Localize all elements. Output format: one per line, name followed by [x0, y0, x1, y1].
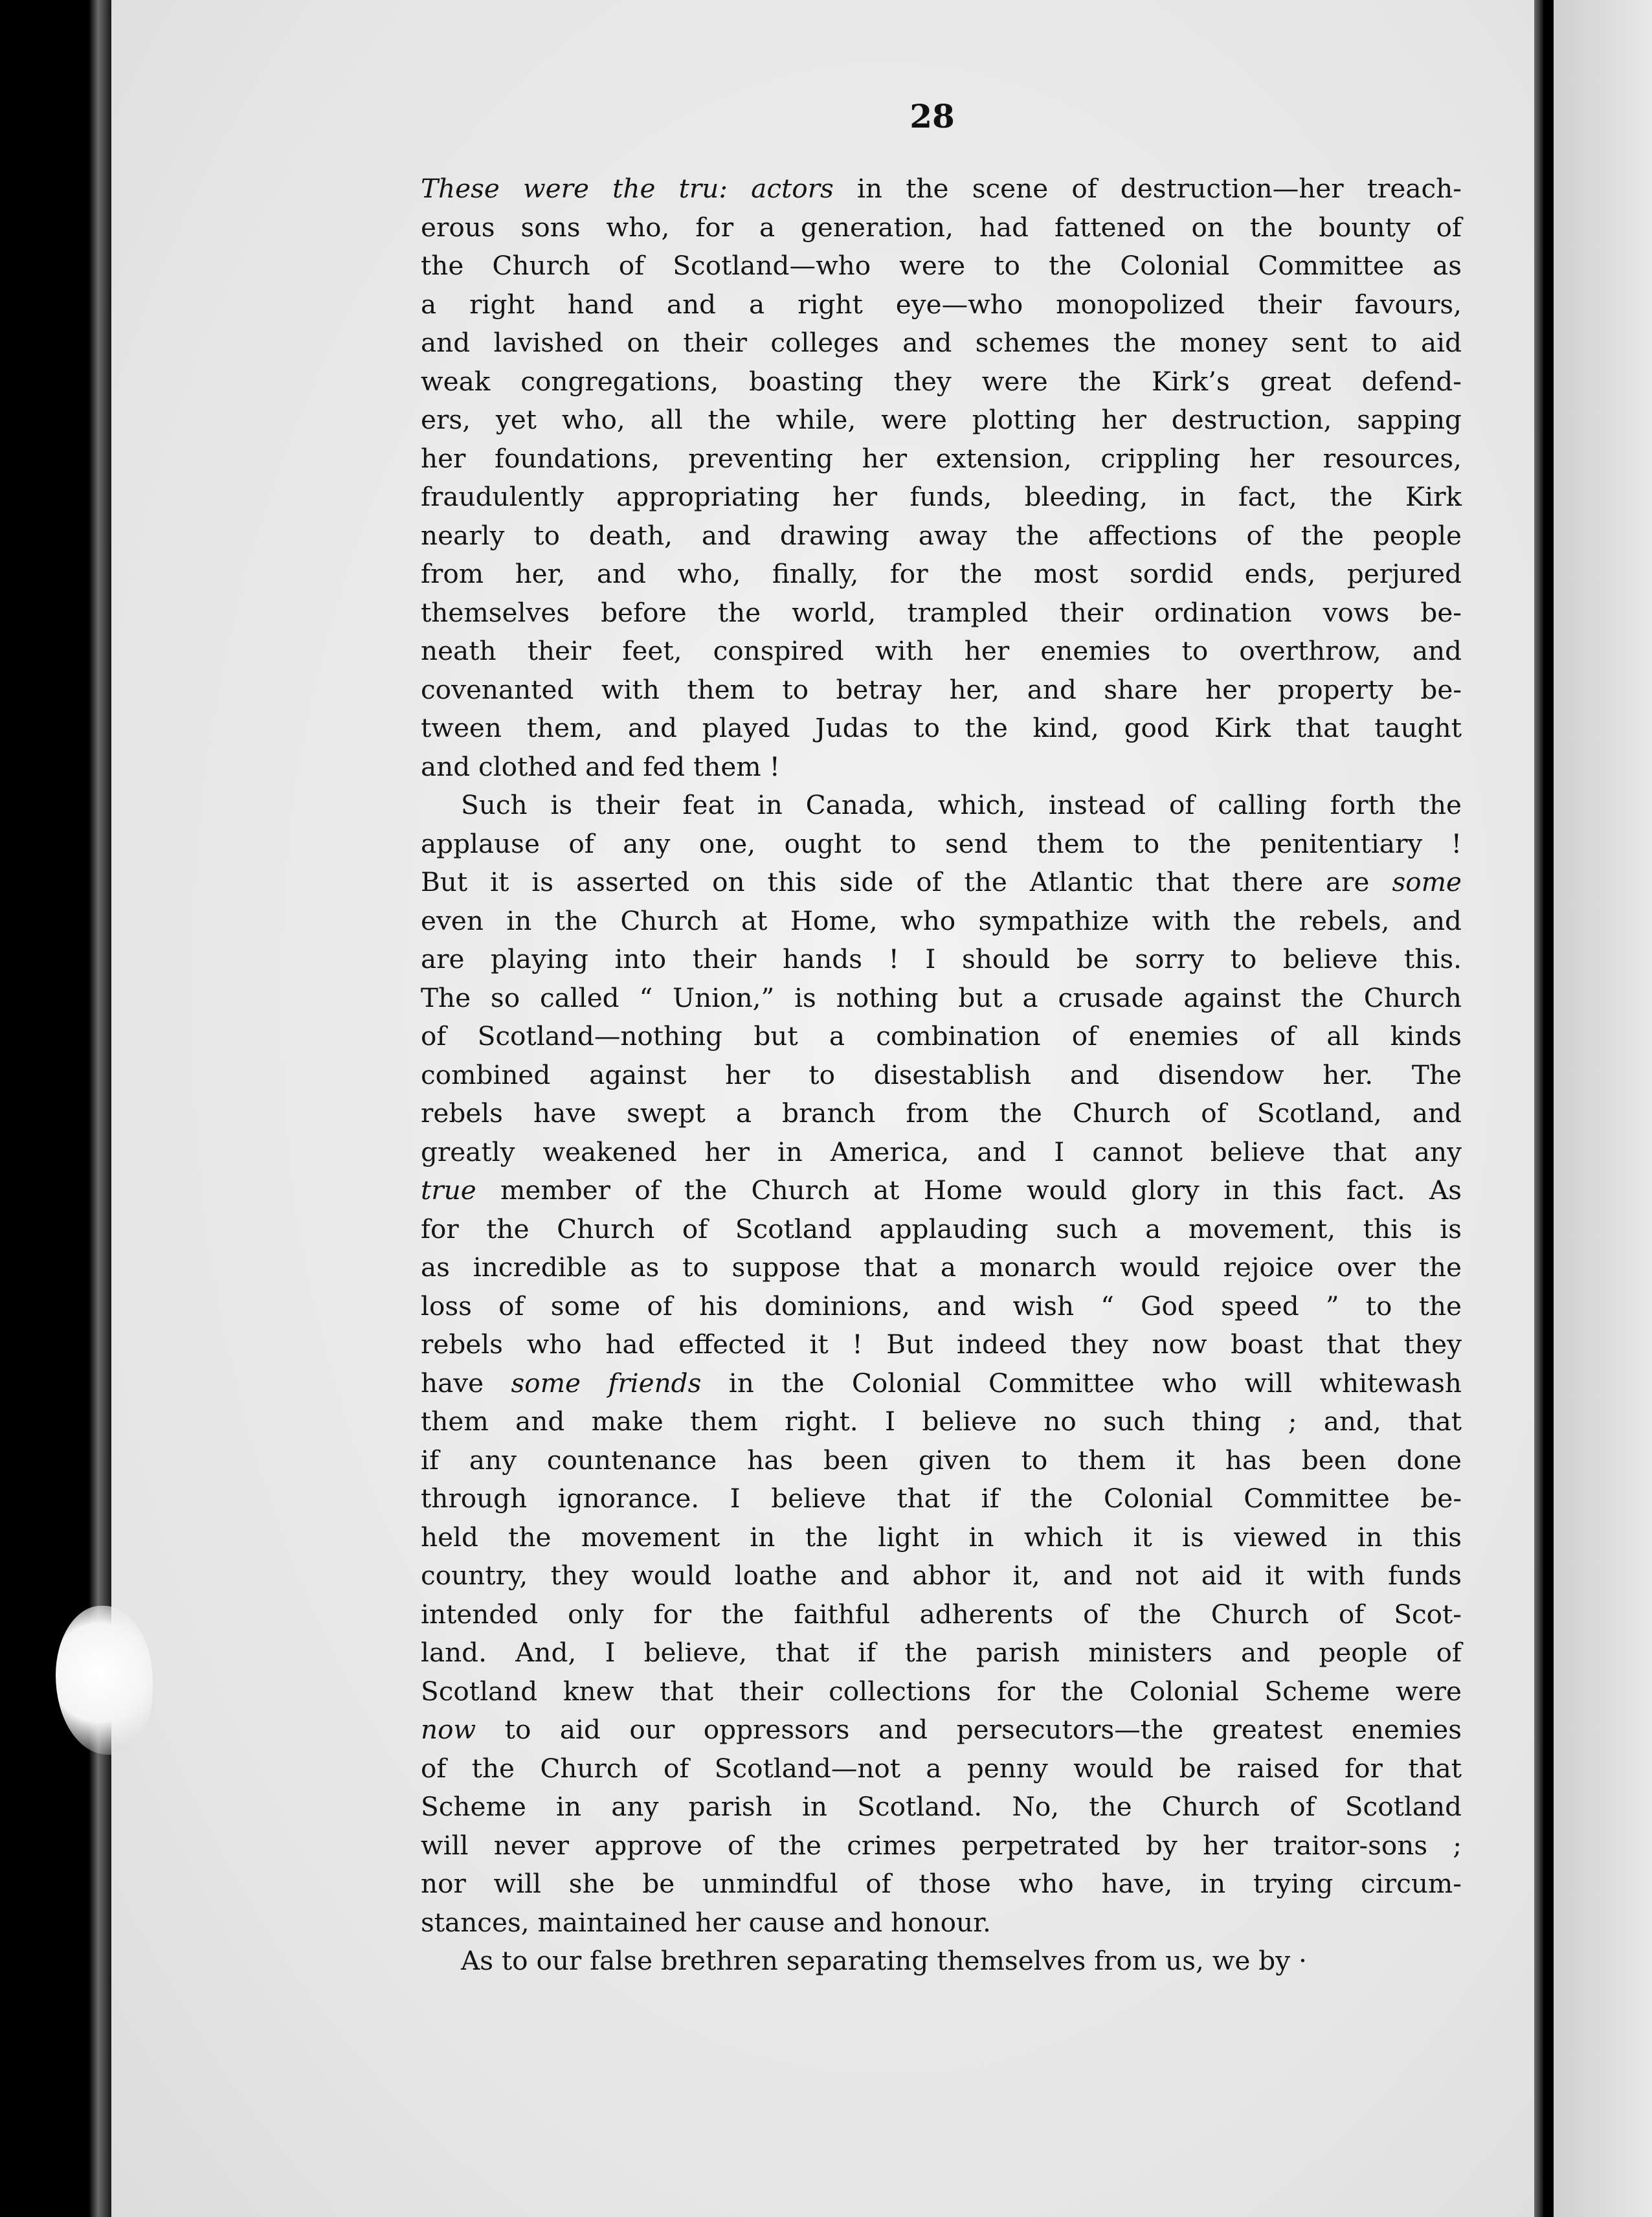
- text-segment: tween them, and played Judas to the kind, good Kirk that taught: [421, 712, 1462, 743]
- text-segment: Such is their feat in Canada, which, instead of calling forth the: [461, 789, 1462, 820]
- text-line: [421, 1557, 1462, 1595]
- text-line: [421, 1827, 1462, 1865]
- text-line: [421, 863, 1462, 902]
- text-line: [421, 594, 1462, 633]
- text-line: [421, 1595, 1462, 1634]
- text-line: [421, 324, 1462, 363]
- text-line: [421, 786, 1462, 825]
- text-line: [421, 208, 1462, 247]
- text-segment: loss of some of his dominions, and wish “ God speed ” to the: [421, 1290, 1462, 1322]
- text-line: [421, 902, 1462, 941]
- text-line: [421, 671, 1462, 710]
- text-line: [421, 1056, 1462, 1095]
- text-segment: now: [421, 1714, 476, 1745]
- text-segment: nearly to death, and drawing away the affections of the people: [421, 519, 1462, 551]
- text-line: [421, 247, 1462, 286]
- text-line: [421, 1017, 1462, 1056]
- paragraph: [421, 170, 1462, 786]
- paragraph: [421, 786, 1462, 1942]
- text-segment: weak congregations, boasting they were the Kirk’s great defend-: [421, 365, 1462, 397]
- text-line: [421, 1711, 1462, 1750]
- text-line: [421, 979, 1462, 1018]
- text-segment: member of the Church at Home would glory in this fact. As: [476, 1175, 1462, 1206]
- text-segment: But it is asserted on this side of the Atlantic that there are: [421, 866, 1392, 897]
- scanned-page: [97, 0, 1534, 2217]
- text-segment: themselves before the world, trampled their ordination vows be-: [421, 596, 1462, 628]
- text-segment: ers, yet who, all the while, were plotting her destruction, sapping: [421, 404, 1462, 435]
- text-segment: and lavished on their colleges and schemes the money sent to aid: [421, 327, 1462, 358]
- text-segment: through ignorance. I believe that if the Colonial Committee be-: [421, 1483, 1462, 1514]
- text-segment: rebels who had effected it ! But indeed they now boast that they: [421, 1329, 1462, 1360]
- text-segment: some friends: [511, 1367, 702, 1399]
- text-line: [421, 363, 1462, 401]
- text-segment: fraudulently appropriating her funds, bleeding, in fact, the Kirk: [421, 481, 1462, 512]
- text-segment: some: [1392, 866, 1462, 897]
- text-line: [421, 1171, 1462, 1210]
- text-line: [421, 709, 1462, 748]
- text-segment: from her, and who, finally, for the most sordid ends, perjured: [421, 558, 1462, 589]
- text-line: [421, 1518, 1462, 1557]
- text-segment: nor will she be unmindful of those who have, in trying circum-: [421, 1868, 1462, 1899]
- text-segment: neath their feet, conspired with her enemies to overthrow, and: [421, 635, 1462, 666]
- text-line: [421, 1441, 1462, 1480]
- text-segment: true: [421, 1175, 476, 1206]
- text-segment: held the movement in the light in which it is viewed in this: [421, 1521, 1462, 1553]
- text-line: [421, 632, 1462, 671]
- text-line: [421, 478, 1462, 517]
- text-segment: rebels have swept a branch from the Church of Scotland, and: [421, 1097, 1462, 1129]
- text-segment: applause of any one, ought to send them to the penitentiary !: [421, 827, 1462, 859]
- text-segment: These were the tru: actors: [421, 173, 834, 204]
- text-segment: Scheme in any parish in Scotland. No, the Church of Scotland: [421, 1791, 1462, 1822]
- text-line: [421, 1364, 1462, 1403]
- text-line: [421, 1865, 1462, 1904]
- text-segment: erous sons who, for a generation, had fattened on the bounty of: [421, 211, 1462, 243]
- text-line: [421, 1634, 1462, 1672]
- text-line: [421, 825, 1462, 864]
- adjacent-page-edge: [1554, 0, 1652, 2217]
- text-line: [421, 940, 1462, 979]
- text-segment: for the Church of Scotland applauding such a movement, this is: [421, 1213, 1462, 1244]
- body-text: [421, 170, 1462, 1981]
- text-segment: As to our false brethren separating themselves from us, we by ·: [461, 1945, 1307, 1976]
- text-segment: of the Church of Scotland—not a penny would be raised for that: [421, 1752, 1462, 1784]
- text-line: [421, 555, 1462, 594]
- text-segment: to aid our oppressors and persecutors—the greatest enemies: [476, 1714, 1462, 1745]
- text-line: [421, 1672, 1462, 1711]
- text-segment: as incredible as to suppose that a monarch would rejoice over the: [421, 1252, 1462, 1283]
- text-segment: intended only for the faithful adherents of the Church of Scot-: [421, 1598, 1462, 1630]
- text-line: [421, 440, 1462, 478]
- text-segment: are playing into their hands ! I should be sorry to believe this.: [421, 943, 1462, 974]
- text-line: [421, 170, 1462, 208]
- text-line: [421, 1133, 1462, 1172]
- text-line: [421, 1904, 1462, 1942]
- text-segment: greatly weakened her in America, and I cannot believe that any: [421, 1136, 1462, 1167]
- text-segment: will never approve of the crimes perpetrated by her traitor-sons ;: [421, 1829, 1462, 1861]
- text-line: [421, 1287, 1462, 1326]
- text-segment: of Scotland—nothing but a combination of enemies of all kinds: [421, 1020, 1462, 1052]
- text-line: [421, 286, 1462, 324]
- text-line: [421, 1094, 1462, 1133]
- text-segment: The so called “ Union,” is nothing but a crusade against the Church: [421, 982, 1462, 1013]
- text-line: [421, 1750, 1462, 1788]
- paper-stain: [56, 1606, 153, 1755]
- text-segment: her foundations, preventing her extension, crippling her resources,: [421, 442, 1462, 474]
- text-segment: Scotland knew that their collections for the Colonial Scheme were: [421, 1675, 1462, 1707]
- text-line: [421, 748, 1462, 787]
- text-segment: land. And, I believe, that if the parish ministers and people of: [421, 1637, 1462, 1668]
- page-number: 28: [910, 97, 955, 135]
- text-line: [421, 1788, 1462, 1827]
- text-segment: even in the Church at Home, who sympathize with the rebels, and: [421, 905, 1462, 936]
- text-segment: them and make them right. I believe no such thing ; and, that: [421, 1406, 1462, 1437]
- text-segment: in the scene of destruction—her treach-: [833, 173, 1462, 204]
- text-segment: the Church of Scotland—who were to the Colonial Committee as: [421, 250, 1462, 281]
- text-segment: a right hand and a right eye—who monopolized their favours,: [421, 288, 1462, 320]
- text-segment: stances, maintained her cause and honour.: [421, 1906, 991, 1938]
- text-line: [421, 1248, 1462, 1287]
- text-line: [421, 517, 1462, 556]
- text-segment: covenanted with them to betray her, and share her property be-: [421, 673, 1462, 705]
- text-line: [421, 1210, 1462, 1249]
- left-page-gutter: [89, 0, 111, 2217]
- text-line: [421, 1402, 1462, 1441]
- text-segment: country, they would loathe and abhor it, and not aid it with funds: [421, 1560, 1462, 1591]
- text-segment: have: [421, 1367, 511, 1399]
- text-line: [421, 401, 1462, 440]
- text-segment: and clothed and fed them !: [421, 750, 780, 782]
- text-segment: if any countenance has been given to them it has been done: [421, 1444, 1462, 1476]
- text-line: [421, 1942, 1462, 1981]
- paragraph: [421, 1942, 1462, 1981]
- text-line: [421, 1480, 1462, 1518]
- text-segment: combined against her to disestablish and disendow her. The: [421, 1059, 1462, 1090]
- text-line: [421, 1325, 1462, 1364]
- text-segment: in the Colonial Committee who will whitewash: [701, 1367, 1462, 1399]
